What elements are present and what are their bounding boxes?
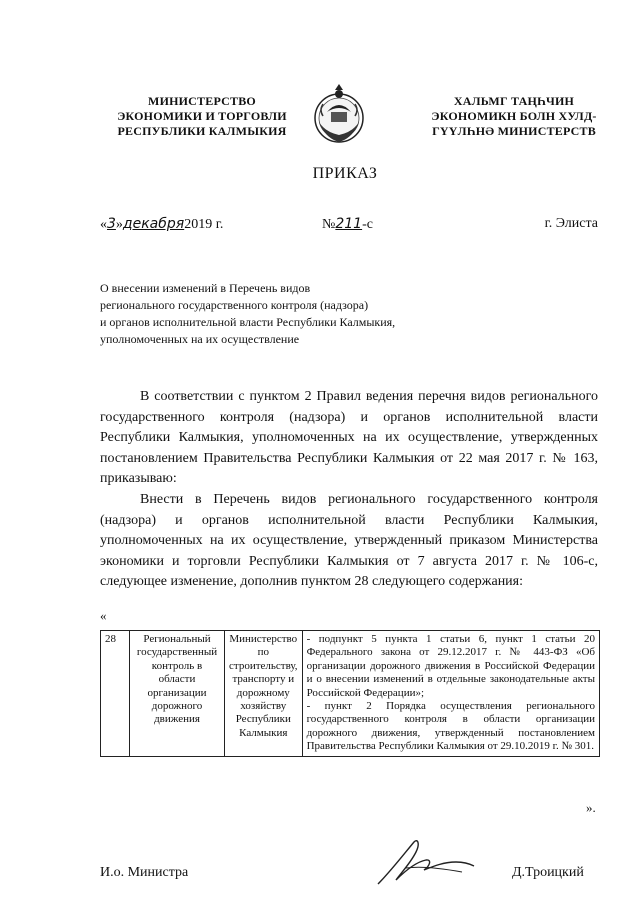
date-open-quote: « (100, 217, 107, 232)
subject-line-1: О внесении изменений в Перечень видов (100, 281, 311, 295)
header-right-line-2: ЭКОНОМИКН БОЛН ХУЛД- (431, 109, 597, 123)
header-left-line-1: МИНИСТЕРСТВО (148, 94, 256, 108)
number-value: 211 (335, 216, 363, 232)
date-year: 2019 г. (184, 217, 224, 232)
signatory-position: И.о. Министра (100, 865, 189, 880)
quote-close: ». (586, 800, 596, 815)
order-number (322, 216, 373, 233)
cell-control-name: Региональный государственный контроль в области организации дорожного движения (130, 631, 225, 757)
number-prefix: № (322, 217, 336, 232)
subject-line-2: регионального государственного контроля (надзора) (100, 298, 369, 312)
cell-number: 28 (101, 631, 130, 757)
order-subject (100, 280, 430, 348)
cell-authority: Министерство по строительству, транспорту и дорожному хозяйству Республики Калмыкия (225, 631, 303, 757)
ministry-name-kalmyk (414, 94, 614, 139)
header-right-line-3: ГҮҮЛҺНӘ МИНИСТЕРСТВ (432, 124, 596, 138)
date-day: 3 (107, 216, 116, 232)
basis-item-2: - пункт 2 Порядка осуществления регионального государственного контроля в области организации дорожного движения, утвержденный постановлением Правительства Республики Калмыкия от 29.10.2019 г. № 301. (306, 700, 595, 753)
document-title: ПРИКАЗ (312, 165, 378, 182)
table-row (101, 631, 600, 757)
body-paragraph-2 (100, 490, 598, 593)
ministry-name-russian (106, 94, 298, 139)
header-left-line-2: ЭКОНОМИКИ И ТОРГОВЛИ (117, 109, 287, 123)
header-right-line-1: ХАЛЬМГ ТАҢҺЧИН (453, 94, 575, 108)
date-close-quote: » (115, 217, 123, 232)
quote-open: « (100, 608, 107, 623)
cell-legal-basis (302, 631, 599, 757)
paragraph-text: В соответствии с пунктом 2 Правил ведения перечня видов регионального государственного контроля (надзора) и органов исполнительной власти Республики Калмыкия, уполномоченных на их осуществление, утвержденных постановлением Правительства Республики Калмыкия от 22 мая 2017 г. № 163, приказываю: (100, 389, 598, 486)
subject-line-3: и органов исполнительной власти Республики Калмыкия, (100, 315, 396, 329)
coat-of-arms-icon (305, 82, 373, 150)
subject-line-4: уполномоченных на их осуществление (100, 332, 300, 346)
basis-item-1: - подпункт 5 пункта 1 статьи 6, пункт 1 статьи 20 Федерального закона от 29.12.2017 г. № 443-ФЗ «Об организации дорожного движения в Российской Федерации и о внесении изменений в отдельные законодательные акты Российской Федерации»; (306, 633, 595, 699)
amendment-table (100, 630, 600, 757)
paragraph-text: Внести в Перечень видов регионального государственного контроля (надзора) и органов исполнительной власти Республики Калмыкия, уполномоченных на их осуществление, утвержденный приказом Министерства экономики и торговли Республики Калмыкия от 7 августа 2017 г. № 106-с, следующее изменение, дополнив пунктом 28 следующего содержания: (100, 492, 598, 589)
city: г. Элиста (544, 216, 598, 231)
header-left-line-3: РЕСПУБЛИКИ КАЛМЫКИЯ (117, 124, 287, 138)
signatory-name: Д.Троицкий (512, 865, 584, 880)
body-paragraph-1 (100, 387, 598, 490)
number-suffix: -с (362, 217, 373, 232)
date-month: декабря (122, 216, 185, 232)
handwritten-signature-icon (370, 832, 480, 892)
order-date (100, 216, 223, 233)
